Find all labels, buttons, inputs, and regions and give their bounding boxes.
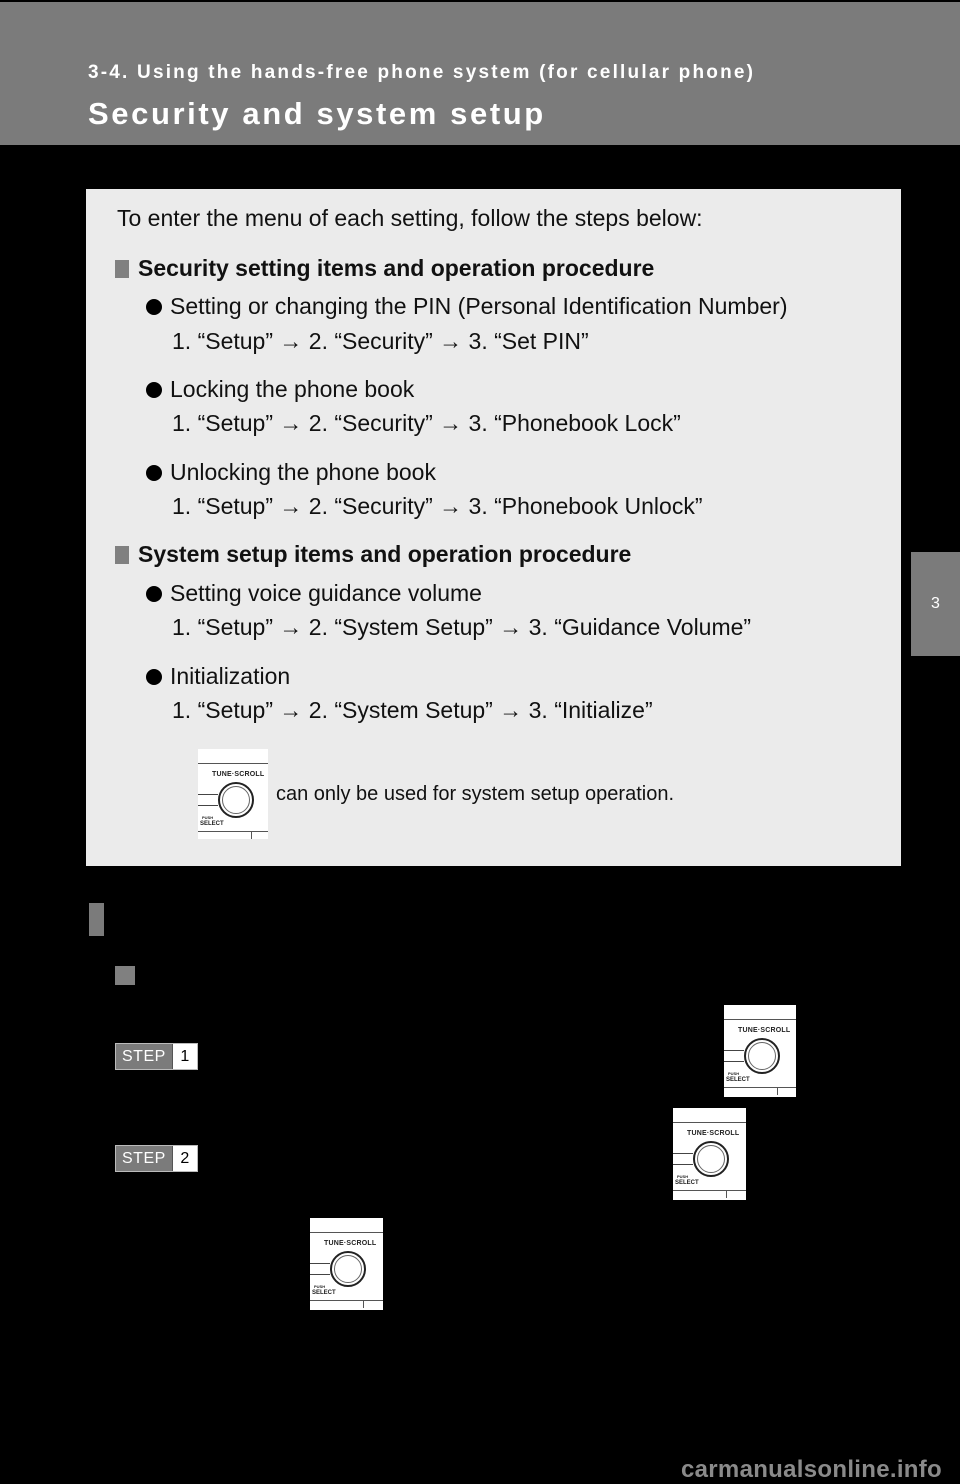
knob-label: TUNE·SCROLL	[738, 1027, 791, 1034]
knob-push-label: PUSH	[677, 1174, 689, 1179]
list-item	[146, 293, 788, 320]
knob-label: TUNE·SCROLL	[212, 771, 265, 778]
item-label: Setting voice guidance volume	[170, 580, 482, 606]
watermark: carmanualsonline.info	[681, 1456, 943, 1483]
list-item	[146, 580, 482, 607]
bullet-dot-icon	[146, 299, 162, 315]
square-bullet-icon	[115, 546, 129, 564]
bullet-dot-icon	[146, 382, 162, 398]
tune-scroll-knob-icon	[673, 1108, 746, 1200]
step-number: 2	[172, 1146, 197, 1171]
knob-label: TUNE·SCROLL	[687, 1130, 740, 1137]
item-label: Locking the phone book	[170, 376, 415, 402]
chapter-tab[interactable]	[911, 552, 960, 656]
item-label: Unlocking the phone book	[170, 459, 436, 485]
section-heading-system	[115, 541, 631, 568]
subsection-square-icon	[115, 966, 135, 985]
bullet-dot-icon	[146, 465, 162, 481]
knob-push-label: PUSH	[202, 815, 214, 820]
page-title: Security and system setup	[88, 96, 546, 131]
step-number: 1	[172, 1044, 197, 1069]
tune-scroll-knob-icon	[310, 1218, 383, 1310]
item-procedure: 1. “Setup” → 2. “System Setup” → 3. “Guidance Volume”	[172, 614, 752, 640]
knob-note-text: can only be used for system setup operation.	[276, 782, 675, 805]
step-label: STEP	[116, 1146, 172, 1171]
section-subtitle: 3-4. Using the hands-free phone system (for cellular phone)	[88, 62, 756, 83]
knob-label: TUNE·SCROLL	[324, 1240, 377, 1247]
knob-select-label: SELECT	[200, 821, 224, 827]
tune-scroll-knob-icon	[724, 1005, 796, 1097]
step-badge-1	[115, 1043, 198, 1070]
item-procedure: 1. “Setup” → 2. “Security” → 3. “Phonebook Unlock”	[172, 493, 703, 519]
knob-select-label: SELECT	[726, 1077, 750, 1083]
info-box	[86, 189, 901, 866]
knob-push-label: PUSH	[728, 1071, 740, 1076]
item-label: Initialization	[170, 663, 291, 689]
item-procedure: 1. “Setup” → 2. “System Setup” → 3. “Initialize”	[172, 697, 653, 723]
section-heading-text: Security setting items and operation procedure	[138, 255, 655, 281]
item-procedure: 1. “Setup” → 2. “Security” → 3. “Phonebook Lock”	[172, 410, 681, 436]
list-item	[146, 663, 290, 690]
section-marker-bar	[89, 903, 104, 936]
section-heading-text: System setup items and operation procedure	[138, 541, 632, 567]
knob-select-label: SELECT	[675, 1180, 699, 1186]
tune-scroll-knob-icon	[198, 749, 268, 839]
bullet-dot-icon	[146, 586, 162, 602]
list-item	[146, 376, 414, 403]
list-item	[146, 459, 436, 486]
page-header	[0, 2, 960, 145]
section-heading-security	[115, 255, 654, 282]
knob-select-label: SELECT	[312, 1290, 336, 1296]
bullet-dot-icon	[146, 669, 162, 685]
chapter-tab-label: 3	[931, 595, 940, 612]
item-label: Setting or changing the PIN (Personal Identification Number)	[170, 293, 788, 319]
intro-text: To enter the menu of each setting, follow the steps below:	[117, 205, 703, 231]
step-label: STEP	[116, 1044, 172, 1069]
knob-push-label: PUSH	[314, 1284, 326, 1289]
knob-note	[198, 749, 674, 839]
step-badge-2	[115, 1145, 198, 1172]
square-bullet-icon	[115, 260, 129, 278]
item-procedure: 1. “Setup” → 2. “Security” → 3. “Set PIN”	[172, 328, 589, 354]
